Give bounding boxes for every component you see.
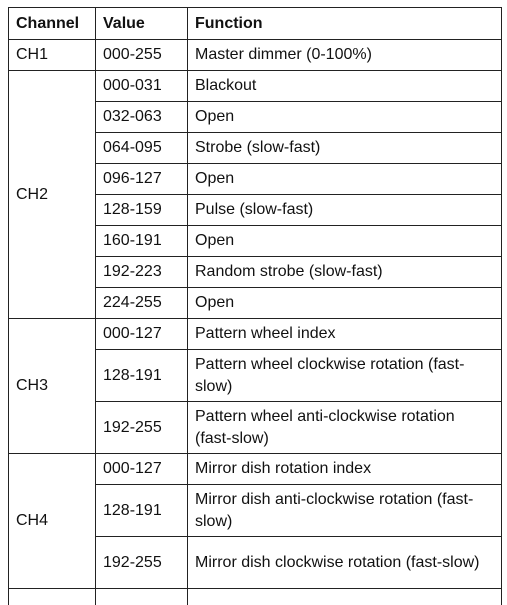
channel-cell: CH1 [9,40,96,71]
table-header [9,8,502,40]
truncated-cell [188,589,502,605]
function-cell: Master dimmer (0-100%) [188,40,502,71]
header-value: Value [96,8,188,40]
value-cell: 128-191 [96,350,188,402]
value-cell: 192-255 [96,537,188,589]
value-cell: 000-255 [96,40,188,71]
value-cell: 192-223 [96,257,188,288]
table-row [9,40,502,71]
function-cell: Open [188,102,502,133]
truncated-cell [9,589,96,605]
value-cell: 064-095 [96,133,188,164]
truncated-cell [96,589,188,605]
truncated-row [9,589,502,605]
channel-cell: CH3 [9,319,96,454]
value-cell: 032-063 [96,102,188,133]
function-cell: Pattern wheel anti-clockwise rotation (fast-slow) [188,402,502,454]
value-cell: 000-127 [96,454,188,485]
value-cell: 128-159 [96,195,188,226]
function-cell: Open [188,288,502,319]
function-cell: Pattern wheel clockwise rotation (fast-slow) [188,350,502,402]
channel-cell: CH2 [9,71,96,319]
value-cell: 128-191 [96,485,188,537]
value-cell: 192-255 [96,402,188,454]
header-function: Function [188,8,502,40]
header-channel: Channel [9,8,96,40]
function-cell: Mirror dish clockwise rotation (fast-slow) [188,537,502,589]
function-cell: Strobe (slow-fast) [188,133,502,164]
function-cell: Open [188,164,502,195]
value-cell: 224-255 [96,288,188,319]
function-cell: Blackout [188,71,502,102]
value-cell: 000-127 [96,319,188,350]
table-row [9,71,502,102]
function-cell: Open [188,226,502,257]
channel-cell: CH4 [9,454,96,589]
dmx-channel-table [8,7,502,605]
value-cell: 000-031 [96,71,188,102]
table-body [9,40,502,605]
header-row [9,8,502,40]
function-cell: Pulse (slow-fast) [188,195,502,226]
function-cell: Pattern wheel index [188,319,502,350]
table-row [9,319,502,350]
function-cell: Mirror dish anti-clockwise rotation (fast-slow) [188,485,502,537]
value-cell: 096-127 [96,164,188,195]
function-cell: Mirror dish rotation index [188,454,502,485]
function-cell: Random strobe (slow-fast) [188,257,502,288]
table-row [9,454,502,485]
value-cell: 160-191 [96,226,188,257]
